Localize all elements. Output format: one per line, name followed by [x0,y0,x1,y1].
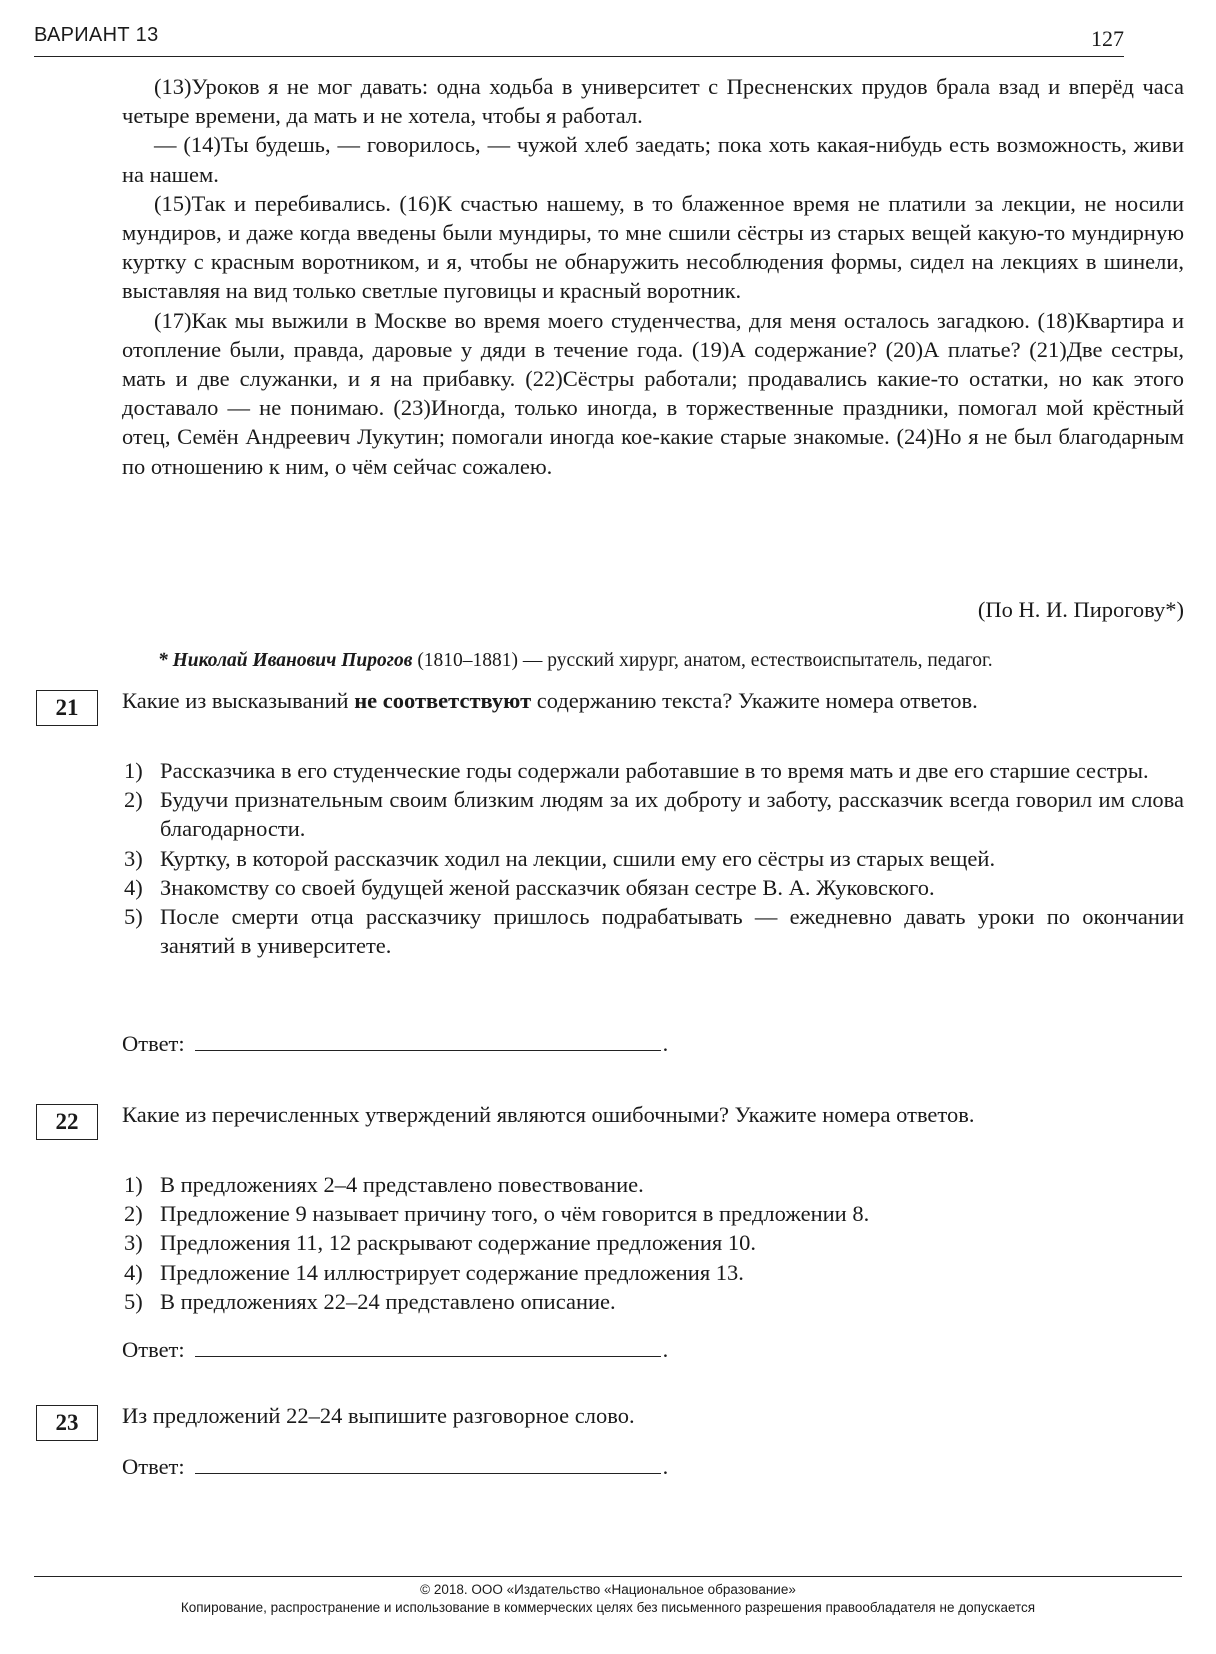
passage-paragraph: — (14)Ты будешь, — говорилось, — чужой хлеб заедать; пока хоть какая-нибудь есть возможность, живи на нашем. [122,132,1184,187]
option-number: 4) [124,874,143,900]
question-text: содержанию текста? Укажите номера ответов. [531,688,978,713]
option-text: Знакомству со своей будущей женой рассказчик обязан сестре В. А. Жуковского. [160,874,935,900]
variant-title: ВАРИАНТ 13 [34,24,159,46]
question-text: Какие из высказываний [122,688,355,713]
option-item [122,756,1184,785]
question-emphasis: не соответствуют [354,688,532,713]
option-text: Предложения 11, 12 раскрывают содержание предложения 10. [160,1230,756,1256]
passage [122,72,1184,481]
option-item [122,785,1184,843]
option-text: Куртку, в которой рассказчик ходил на лекции, сшили ему его сёстры из старых вещей. [160,845,996,871]
passage-paragraph: (17)Как мы выжили в Москве во время моего студенчества, для меня осталось загадкою. (18)Квартира и отопление были, правда, даровые у дяди в течение года. (19)А содержание? (20)А платье? (21)Две сестры, мать и две служанки, и я на прибавку. (22)Сёстры работали; продавались какие-то остатки, но как этого доставало — не понимаю. (23)Иногда, только иногда, в торжественные праздники, помогал мой крёстный отец, Семён Андреевич Лукутин; помогали иногда кое-какие старые знакомые. (24)Но я не был благодарным по отношению к ним, о чём сейчас сожалею. [122,307,1184,479]
passage-paragraph: (15)Так и перебивались. (16)К счастью нашему, в то блаженное время не платили за лекции, не носили мундиров, и даже когда введены были мундиры, то мне сшили сёстры из старых вещей какую-то мундирную куртку с красным воротником, и я, чтобы не обнаружить несоблюдения формы, сидел на лекциях в шинели, выставляя на вид только светлые пуговицы и красный воротник. [122,190,1184,304]
copyright-line: © 2018. ООО «Издательство «Национальное образование» [420,1582,796,1597]
footnote-name: * Николай Иванович Пирогов [158,650,413,671]
footnote-text: (1810–1881) — русский хирург, анатом, естествоиспытатель, педагог. [412,650,993,671]
answer-field[interactable] [195,1453,661,1474]
option-item [122,1199,1184,1228]
option-text: В предложениях 22–24 представлено описание. [160,1288,616,1314]
task-22-question: Какие из перечисленных утверждений являются ошибочными? Укажите номера ответов. [122,1102,975,1127]
option-number: 2) [124,1201,143,1227]
page-number: 127 [1091,26,1124,51]
page-footer [34,1576,1182,1617]
task-22-options [122,1170,1184,1316]
passage-paragraph: (13)Уроков я не мог давать: одна ходьба в университет с Пресненских прудов брала взад и вперёд часа четыре времени, да мать и не хотела, чтобы я работал. [122,74,1184,129]
option-text: В предложениях 2–4 представлено повествование. [160,1172,644,1197]
source-attribution: (По Н. И. Пирогову*) [977,597,1184,622]
option-item [122,873,1184,902]
answer-label: Ответ: [122,1454,185,1479]
option-text: Предложение 14 иллюстрирует содержание предложения 13. [160,1259,744,1285]
task-23-answer: Ответ: . [122,1454,669,1479]
task-number-box: 22 [36,1104,98,1140]
option-number: 2) [124,787,143,813]
footnote [122,646,1184,675]
option-text: После смерти отца рассказчику пришлось подрабатывать — ежедневно давать уроки по окончании занятий в университете. [160,904,1184,959]
option-item [122,844,1184,873]
task-22-answer: Ответ: . [122,1337,669,1362]
option-text: Рассказчика в его студенческие годы содержали работавшие в то время мать и две его старшие сестры. [160,758,1149,783]
option-number: 5) [124,904,143,930]
task-21-answer: Ответ: . [122,1031,669,1056]
task-23-question: Из предложений 22–24 выпишите разговорное слово. [122,1403,635,1428]
task-21-options [122,756,1184,960]
option-number: 3) [124,845,143,871]
answer-field[interactable] [195,1336,661,1357]
option-number: 3) [124,1230,143,1256]
option-item [122,1258,1184,1287]
option-item [122,1170,1184,1199]
option-number: 5) [124,1288,143,1314]
copyright-notice: Копирование, распространение и использование в коммерческих целях без письменного разрешения правообладателя не допускается [180,1600,1036,1615]
option-text: Будучи признательным своим близким людям за их доброту и заботу, рассказчик всегда говорил им слова благодарности. [160,787,1184,842]
answer-field[interactable] [195,1030,661,1051]
page-header [34,22,1124,57]
option-number: 1) [124,1172,143,1197]
answer-label: Ответ: [122,1337,185,1362]
task-21-question [122,686,1184,715]
option-item [122,902,1184,960]
option-item [122,1287,1184,1316]
task-number-box: 23 [36,1405,98,1441]
option-text: Предложение 9 называет причину того, о чём говорится в предложении 8. [160,1201,870,1227]
option-item [122,1228,1184,1257]
answer-label: Ответ: [122,1031,185,1056]
task-number-box: 21 [36,690,98,726]
option-number: 4) [124,1259,143,1285]
option-number: 1) [124,758,143,783]
